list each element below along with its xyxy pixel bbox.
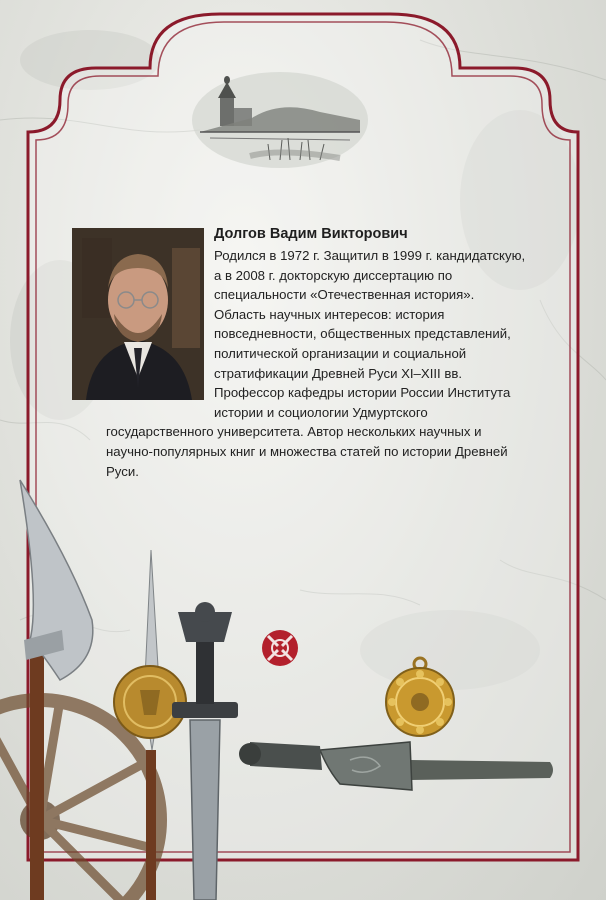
photo-text-wrap-spacer (106, 246, 214, 418)
author-bio: Родился в 1972 г. Защитил в 1999 г. кандидатскую, а в 2008 г. докторскую диссертацию по специальности «Отечественная история». Область научных интересов: история повседневности, общественных представлений, политической организации и социальной стратификации Древней Руси XI–XIII вв. Профессор кафедры истории России Института истории и социологии Удмуртского государственного университета. Автор нескольких научных и научно-популярных книг и множества статей по истории Древней Руси. (106, 248, 526, 479)
author-bio-block (106, 246, 526, 481)
church-landscape-sketch (190, 60, 370, 180)
author-name: Долгов Вадим Викторович (214, 226, 408, 242)
